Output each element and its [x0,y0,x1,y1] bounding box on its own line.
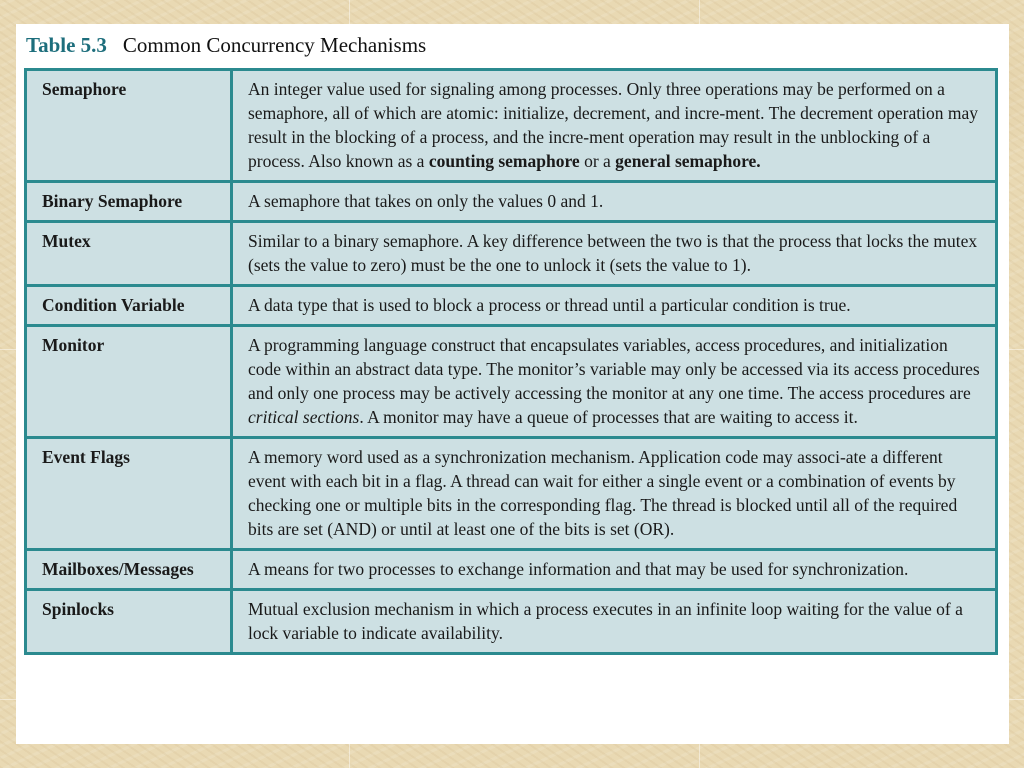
mechanism-definition [232,286,997,326]
mechanism-term: Mutex [26,222,232,286]
table-row [26,222,997,286]
slide-panel [16,24,1009,744]
mechanism-definition [232,550,997,590]
mechanism-definition [232,70,997,182]
concurrency-mechanisms-table [24,68,998,655]
definition-text: . A monitor may have a queue of processes that are waiting to access it. [359,407,858,427]
definition-text: Similar to a binary semaphore. A key difference between the two is that the process that locks the mutex (sets the value to zero) must be the one to unlock it (sets the value to 1). [248,231,978,275]
table-row [26,590,997,654]
mechanism-term: Binary Semaphore [26,182,232,222]
definition-bold-term: counting semaphore [428,151,580,171]
table-row [26,70,997,182]
table-body [26,70,997,654]
mechanism-term: Monitor [26,326,232,438]
mechanism-term: Condition Variable [26,286,232,326]
definition-bold-term: general semaphore. [615,151,761,171]
mechanism-definition [232,182,997,222]
table-row [26,182,997,222]
definition-text: A programming language construct that encapsulates variables, access procedures, and initialization code within an abstract data type. The monitor’s variable may only be accessed via its access procedures and only one process may be actively accessing the monitor at any one time. The access procedures are [248,335,980,403]
mechanism-definition [232,222,997,286]
table-row [26,550,997,590]
mechanism-definition [232,438,997,550]
definition-italic-term: critical sections [248,407,360,427]
mechanism-term: Spinlocks [26,590,232,654]
definition-text: A means for two processes to exchange information and that may be used for synchronization. [248,559,909,579]
table-title: Common Concurrency Mechanisms [122,33,427,57]
definition-text: A semaphore that takes on only the values 0 and 1. [248,191,604,211]
mechanism-term: Mailboxes/Messages [26,550,232,590]
definition-text: An integer value used for signaling among processes. Only three operations may be performed on a semaphore, all of which are atomic: initialize, decrement, and incre-ment. The decrement operation may result in the blocking of a process, and the incre-ment operation may result in the unblocking of a process. Also known as a [248,79,978,171]
mechanism-definition [232,326,997,438]
definition-text: A memory word used as a synchronization mechanism. Application code may associ-ate a different event with each bit in a flag. A thread can wait for either a single event or a combination of events by checking one or multiple bits in the corresponding flag. The thread is blocked until all of the required bits are set (AND) or until at least one of the bits is set (OR). [248,447,958,539]
table-number: Table 5.3 [26,33,107,57]
table-caption [26,33,426,58]
table-row [26,326,997,438]
definition-text: Mutual exclusion mechanism in which a process executes in an infinite loop waiting for the value of a lock variable to indicate availability. [248,599,963,643]
mechanism-term: Semaphore [26,70,232,182]
definition-text: or a [579,151,616,171]
mechanism-definition [232,590,997,654]
definition-text: A data type that is used to block a process or thread until a particular condition is true. [248,295,851,315]
mechanism-term: Event Flags [26,438,232,550]
table-row [26,286,997,326]
table-row [26,438,997,550]
